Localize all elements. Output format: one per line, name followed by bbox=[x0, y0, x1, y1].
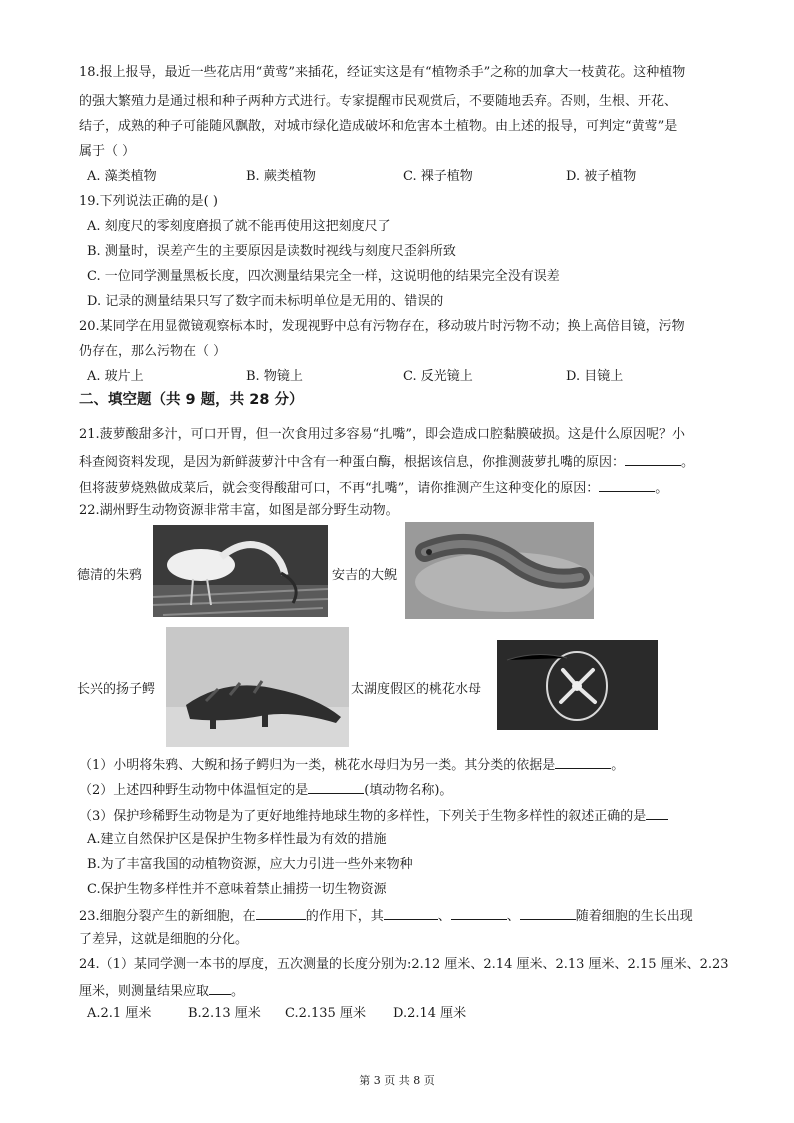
q22-sub-1-blank[interactable] bbox=[555, 755, 611, 769]
salamander-illustration bbox=[405, 522, 594, 619]
q23-blank-3[interactable] bbox=[451, 906, 507, 920]
q22-sub-3-text: （3）保护珍稀野生动物是为了更好地维持地球生物的多样性，下列关于生物多样性的叙述正确的是 bbox=[79, 809, 647, 824]
alligator-photo bbox=[166, 627, 349, 747]
q24-option-a: A.2.1 厘米 bbox=[87, 1006, 152, 1021]
q22-sub-question-1 bbox=[79, 755, 624, 774]
page-number: 第 3 页 共 8 页 bbox=[359, 1074, 435, 1087]
label-jellyfish: 太湖度假区的桃花水母 bbox=[351, 682, 482, 697]
q19-option-d: D. 记录的测量结果只写了数字而未标明单位是无用的、错误的 bbox=[87, 294, 444, 309]
section-heading: 二、填空题（共 9 题，共 28 分） bbox=[79, 392, 304, 408]
q19-option-a: A. 刻度尺的零刻度磨损了就不能再使用这把刻度尺了 bbox=[87, 219, 391, 234]
q18-stem-line-2: 的强大繁殖力是通过根和种子两种方式进行。专家提醒市民观赏后，不要随地丢弃。否则，生根、开花、 bbox=[79, 94, 678, 109]
q21-line-2-end: 。 bbox=[681, 455, 695, 470]
q18-option-d: D. 被子植物 bbox=[566, 169, 637, 184]
q21-answer-blank-2[interactable] bbox=[599, 478, 655, 492]
q18-option-b: B. 蕨类植物 bbox=[246, 169, 316, 184]
ibis-photo bbox=[153, 525, 328, 617]
q21-stem-line-3 bbox=[79, 478, 668, 497]
q18-stem-line-4: 属于（ ） bbox=[79, 144, 136, 159]
q19-option-b: B. 测量时，误差产生的主要原因是读数时视线与刻度尺歪斜所致 bbox=[87, 244, 456, 259]
q23-text-4: 、 bbox=[506, 909, 520, 924]
q18-stem-line-1: 18.报上报导，最近一些花店用“黄莺”来插花，经证实这是有“植物杀手”之称的加拿大一枝黄花。这种植物 bbox=[79, 65, 686, 80]
q21-answer-blank-1[interactable] bbox=[625, 452, 681, 466]
q21-stem-line-2 bbox=[79, 452, 694, 471]
q22-sub-2-end: (填动物名称)。 bbox=[364, 783, 453, 798]
q24-line-2-text: 厘米，则测量结果应取 bbox=[79, 984, 210, 999]
label-alligator: 长兴的扬子鳄 bbox=[77, 682, 156, 697]
q23-stem-line-2: 了差异，这就是细胞的分化。 bbox=[79, 932, 249, 947]
q18-option-a: A. 藻类植物 bbox=[87, 169, 157, 184]
label-salamander: 安吉的大鲵 bbox=[332, 568, 398, 583]
jellyfish-illustration bbox=[497, 640, 658, 730]
q22-stem: 22.湖州野生动物资源非常丰富，如图是部分野生动物。 bbox=[79, 503, 399, 518]
q23-blank-4[interactable] bbox=[520, 906, 576, 920]
q24-stem-line-1: 24.（1）某同学测一本书的厚度，五次测量的长度分别为:2.12 厘米、2.14 厘米、2.13 厘米、2.15 厘米、2.23 bbox=[79, 957, 729, 972]
q24-option-b: B.2.13 厘米 bbox=[188, 1006, 261, 1021]
q24-line-2-end: 。 bbox=[231, 984, 245, 999]
q22-sub-1-text: （1）小明将朱鸦、大鲵和扬子鳄归为一类，桃花水母归为另一类。其分类的依据是 bbox=[79, 758, 556, 773]
q24-option-c: C.2.135 厘米 bbox=[285, 1006, 366, 1021]
q22-sub-question-2 bbox=[79, 780, 452, 799]
q20-stem-line-2: 仍存在，那么污物在（ ） bbox=[79, 344, 227, 359]
q18-stem-line-3: 结子，成熟的种子可能随风飘散，对城市绿化造成破坏和危害本土植物。由上述的报导，可判定“黄莺”是 bbox=[79, 119, 678, 134]
q22-sub-3-blank[interactable] bbox=[646, 806, 668, 820]
q20-option-b: B. 物镜上 bbox=[246, 369, 303, 384]
q23-blank-2[interactable] bbox=[384, 906, 438, 920]
q20-option-c: C. 反光镜上 bbox=[403, 369, 473, 384]
q19-stem: 19.下列说法正确的是( ) bbox=[79, 194, 218, 209]
q18-option-c: C. 裸子植物 bbox=[403, 169, 473, 184]
q23-stem-line-1 bbox=[79, 906, 693, 925]
q24-answer-blank[interactable] bbox=[209, 981, 231, 995]
q21-stem-line-1: 21.菠萝酸甜多汁，可口开胃，但一次食用过多容易“扎嘴”，即会造成口腔黏膜破损。这是什么原因呢？小 bbox=[79, 427, 685, 442]
q20-option-a: A. 玻片上 bbox=[87, 369, 144, 384]
jellyfish-photo bbox=[497, 640, 658, 730]
q19-option-c: C. 一位同学测量黑板长度，四次测量结果完全一样，这说明他的结果完全没有误差 bbox=[87, 269, 560, 284]
label-ibis: 德清的朱鸦 bbox=[77, 568, 143, 583]
q23-text-2: 的作用下，其 bbox=[305, 909, 384, 924]
q20-option-d: D. 目镜上 bbox=[566, 369, 624, 384]
q21-line-2-text: 科查阅资料发现，是因为新鲜菠萝汁中含有一种蛋白酶，根据该信息，你推测菠萝扎嘴的原因： bbox=[79, 455, 626, 470]
q22-sub-question-3 bbox=[79, 806, 668, 825]
q23-blank-1[interactable] bbox=[256, 906, 306, 920]
q24-stem-line-2 bbox=[79, 981, 244, 1000]
q22-sub-2-blank[interactable] bbox=[308, 780, 364, 794]
q21-line-3-end: 。 bbox=[655, 481, 669, 496]
q23-text-3: 、 bbox=[437, 909, 451, 924]
q22-option-b: B.为了丰富我国的动植物资源，应大力引进一些外来物种 bbox=[87, 857, 413, 872]
q23-text-5: 随着细胞的生长出现 bbox=[575, 909, 693, 924]
q24-option-d: D.2.14 厘米 bbox=[393, 1006, 467, 1021]
alligator-illustration bbox=[166, 627, 349, 747]
q22-option-c: C.保护生物多样性并不意味着禁止捕捞一切生物资源 bbox=[87, 882, 387, 897]
ibis-illustration bbox=[153, 525, 328, 617]
q22-option-a: A.建立自然保护区是保护生物多样性最为有效的措施 bbox=[87, 832, 387, 847]
q20-stem-line-1: 20.某同学在用显微镜观察标本时，发现视野中总有污物存在，移动玻片时污物不动；换上高倍目镜，污物 bbox=[79, 319, 685, 334]
q22-sub-2-text: （2）上述四种野生动物中体温恒定的是 bbox=[79, 783, 309, 798]
salamander-photo bbox=[405, 522, 594, 619]
q22-sub-1-end: 。 bbox=[611, 758, 625, 773]
q21-line-3-text: 但将菠萝烧熟做成菜后，就会变得酸甜可口，不再“扎嘴”，请你推测产生这种变化的原因： bbox=[79, 481, 600, 496]
q23-text-1: 23.细胞分裂产生的新细胞，在 bbox=[79, 909, 256, 924]
